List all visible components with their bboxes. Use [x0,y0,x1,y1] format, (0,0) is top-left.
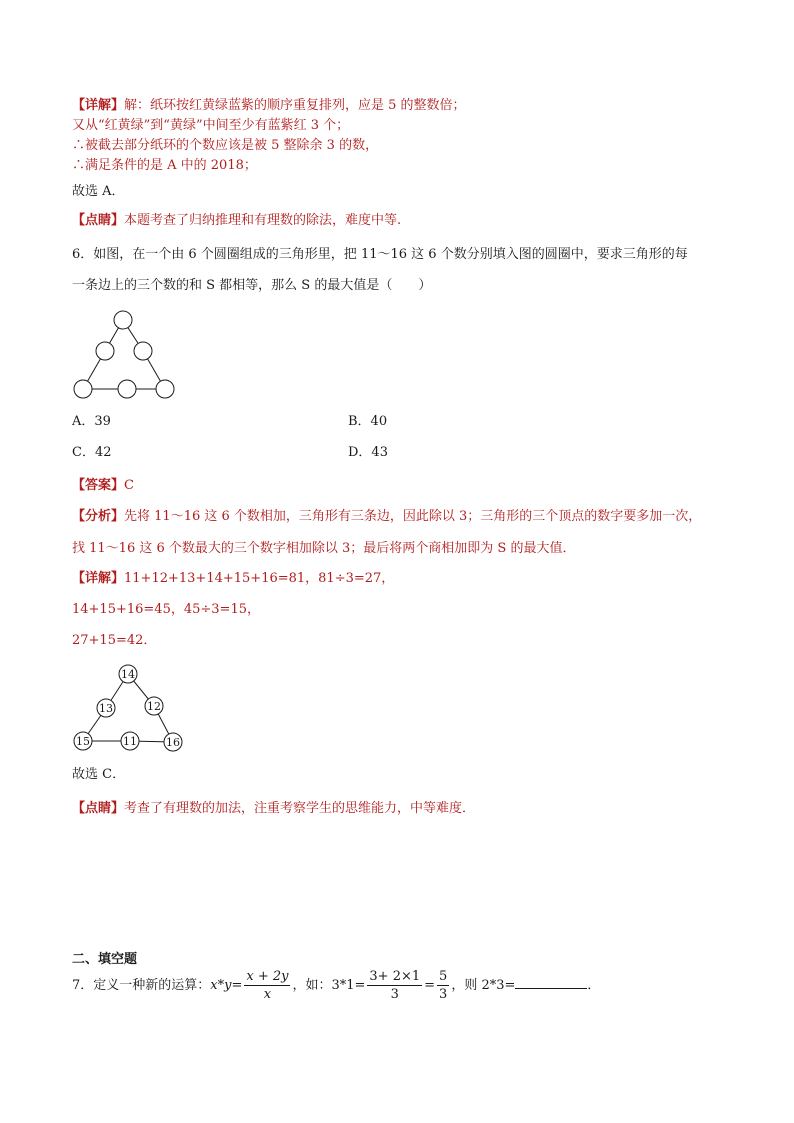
q7-frac-2-den: 3 [390,987,399,1002]
prev-detail-line [72,97,466,115]
analysis-tag: 【分析】 [72,509,125,524]
node-top: 14 [121,668,135,681]
analysis-text-1: 先将 11～16 这 6 个数相加，三角形有三条边，因此除以 3；三角形的三个顶点的数字要多加一次， [124,509,702,524]
q6-conclusion: 故选 C． [72,767,126,782]
prev-line-4: ∴满足条件的是 A 中的 2018； [72,158,257,173]
q6-detail-tag: 【详解】 [72,571,125,586]
circle-bottom-mid [118,380,136,398]
analysis-line-1 [72,508,701,526]
q7-prefix: 7．定义一种新的运算： [72,978,211,993]
circle-left-mid [96,342,114,360]
filled-triangle-figure [70,662,190,756]
circle-right-mid [134,342,152,360]
q7-mid: ，如：3*1= [292,978,366,993]
answer-tag: 【答案】 [72,478,125,493]
q7-op-lhs: x*y= [210,978,243,993]
detail-line-2: 14+15+16=45，45÷3=15， [72,602,260,617]
answer-value: C [124,478,134,493]
section-heading: 二、填空题 [72,952,138,967]
q7-frac-1-num: x + 2y [246,969,289,984]
analysis-line-2: 找 11～16 这 6 个数最大的三个数字相加除以 3；最后将两个商相加即为 S 的最大值． [72,541,576,556]
option-a: A．39 [72,414,111,429]
comment-tag: 【点睛】 [72,213,125,228]
prev-conclusion: 故选 A． [72,184,125,199]
q6-comment-text: 考查了有理数的加法，注重考察学生的思维能力，中等难度． [124,801,476,816]
circle-bottom-right [156,380,174,398]
q7-frac-2-num: 3+ 2×1 [369,969,421,984]
q7-end: ． [587,978,601,993]
q7-frac-2 [367,968,422,1003]
q6-stem-line-1: 6．如图，在一个由 6 个圆圈组成的三角形里，把 11～16 这 6 个数分别填入图的圆圈中，要求三角形的每 [72,247,688,262]
empty-triangle-figure [68,308,183,403]
node-bottom-right: 16 [166,736,180,749]
q7-frac-3-num: 5 [439,969,448,984]
q6-comment-tag: 【点睛】 [72,801,125,816]
detail-tag: 【详解】 [72,98,125,113]
q7-frac-3 [437,968,449,1003]
q7-frac-3-den: 3 [439,987,448,1002]
q7-frac-1-den: x [263,987,272,1002]
detail-line-1 [72,570,394,588]
q7-frac-1 [244,968,290,1003]
q6-comment-line [72,800,475,818]
detail-line-3: 27+15=42． [72,633,157,648]
circle-top [114,311,132,329]
prev-line-2: 又从“红黄绿”到“黄绿”中间至少有蓝紫红 3 个； [72,118,350,133]
option-d: D．43 [348,445,388,460]
q7-eq: = [424,978,436,993]
node-bottom-mid: 11 [123,735,137,748]
node-left-mid: 13 [99,702,113,715]
node-bottom-left: 15 [76,735,90,748]
circle-bottom-left [74,380,92,398]
prev-comment-line [72,212,401,230]
node-right-mid: 12 [147,700,161,713]
q6-stem-line-2: 一条边上的三个数的和 S 都相等，那么 S 的最大值是（ ） [72,278,432,293]
prev-line-3: ∴被截去部分纸环的个数应该是被 5 整除余 3 的数， [72,138,379,153]
option-c: C．42 [72,445,112,460]
option-b: B．40 [348,414,388,429]
detail-text-1: 11+12+13+14+15+16=81，81÷3=27， [124,571,395,586]
q7-line [72,967,600,1005]
comment-text: 本题考查了归纳推理和有理数的除法，难度中等. [124,213,402,228]
answer-line [72,477,134,495]
detail-text: 解：纸环按红黄绿蓝紫的顺序重复排列，应是 5 的整数倍； [124,98,466,113]
q7-tail: ，则 2*3= [451,978,516,993]
q7-answer-blank[interactable] [515,976,587,989]
